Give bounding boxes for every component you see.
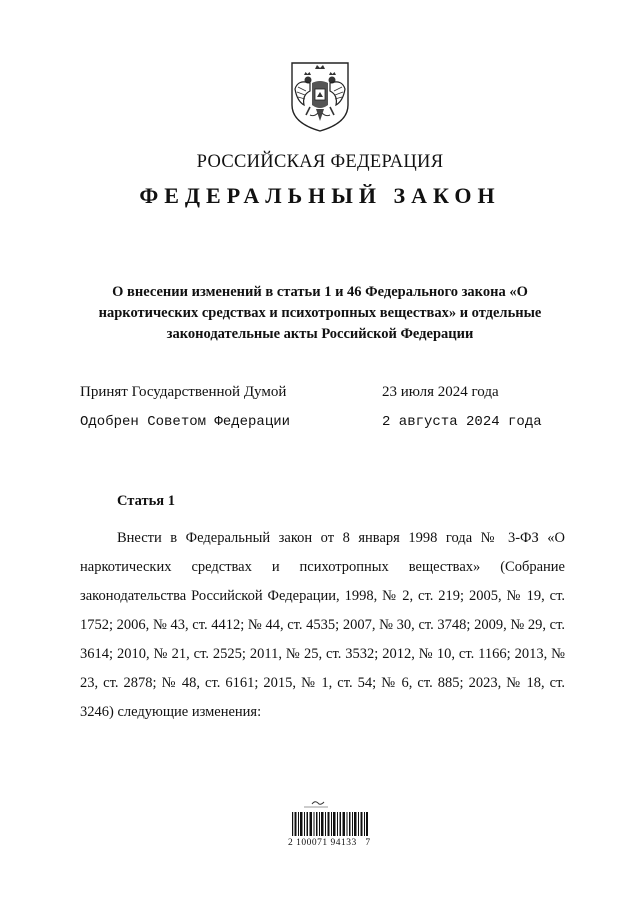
barcode-number: 2 100071 94133 7 [288, 838, 371, 848]
article-paragraph: Внести в Федеральный закон от 8 января 1998 года № 3-ФЗ «О наркотических средствах и психотропных веществах» (Собрание законодательства Российской Федерации, 1998, № 2, ст. 219; 2005, № 19, ст. 1752; 2006, № 43, ст. 4412; № 44, ст. 4535; 2007, № 30, ст. 3748; 2009, № 29, ст. 3614; 2010, № 21, ст. 2525; 2011, № 25, ст. 3532; 2012, № 10, ст. 1166; 2013, № 23, ст. 2878; № 48, ст. 6161; 2015, № 1, ст. 54; № 6, ст. 885; 2023, № 18, ст. 3246) следующие изменения: [80, 530, 565, 720]
law-type-heading: ФЕДЕРАЛЬНЫЙ ЗАКОН [139, 183, 501, 208]
country-name: РОССИЙСКАЯ ФЕДЕРАЦИЯ [196, 152, 444, 172]
council-approval-date: 2 августа 2024 года [382, 414, 542, 430]
duma-adoption-date: 23 июля 2024 года [382, 384, 499, 400]
law-title: О внесении изменений в статьи 1 и 46 Федерального закона «О наркотических средствах и психотропных веществах» и отдельные законодательные акты Российской Федерации [98, 284, 542, 342]
duma-adoption-label: Принят Государственной Думой [80, 384, 287, 400]
council-approval-label: Одобрен Советом Федерации [80, 414, 291, 430]
article-heading: Статья 1 [117, 493, 175, 509]
coat-of-arms-icon [288, 61, 352, 133]
